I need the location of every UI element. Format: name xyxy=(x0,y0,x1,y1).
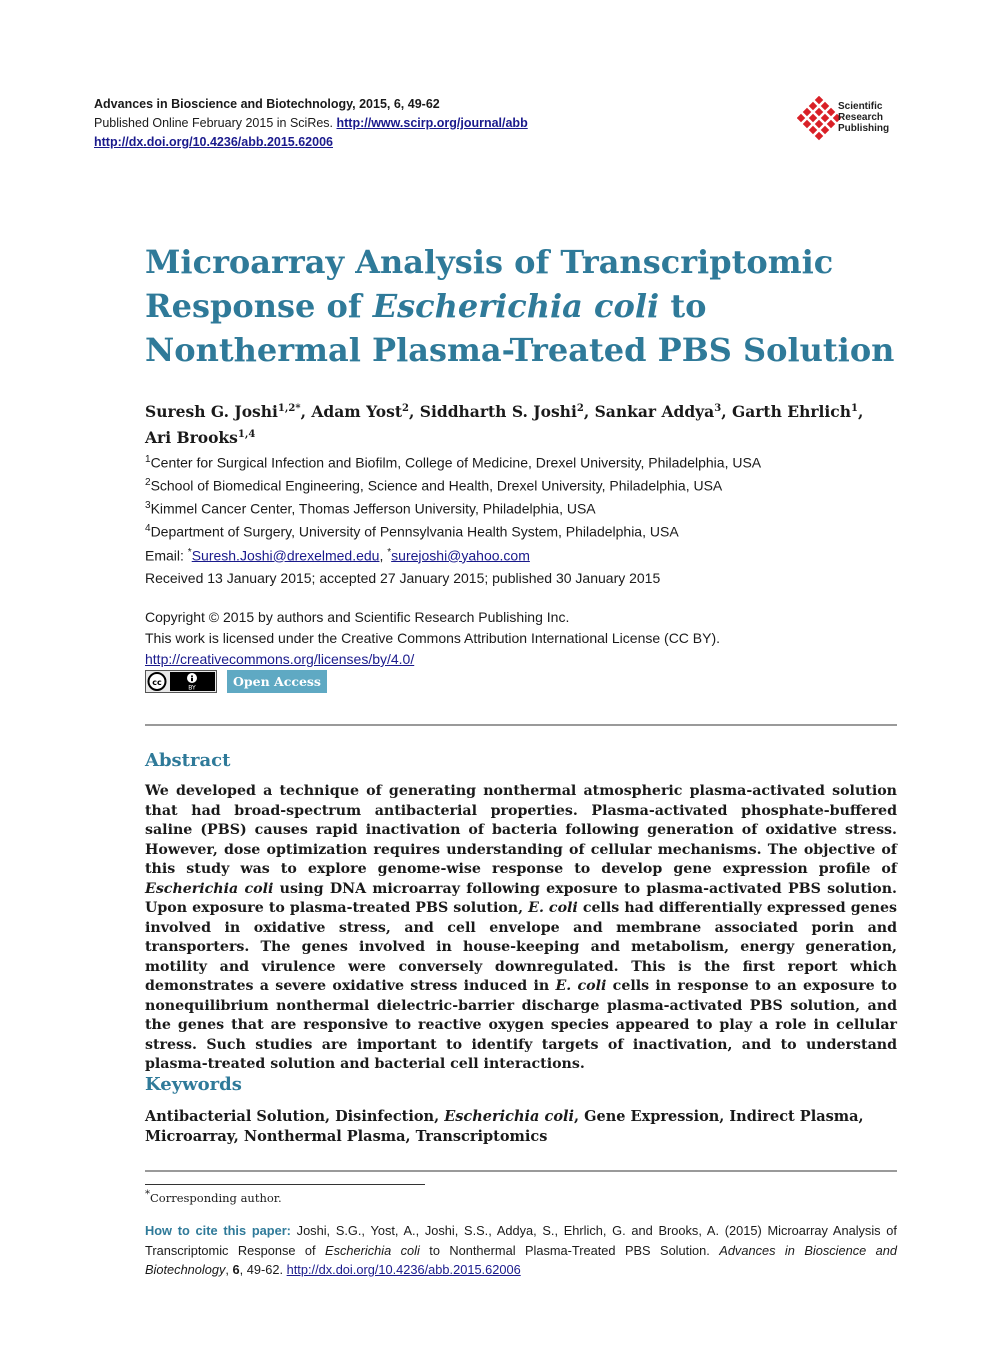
logo-line-2: Research xyxy=(838,112,884,123)
svg-text:cc: cc xyxy=(152,678,162,687)
abstract-text: cells in response to an exposure to nonequilibrium nonthermal dielectric-barrier discharge plasma-activated PBS solution, and the genes that are responsive to reactive oxygen species appeared to play a role in cellular stress. Such studies are important to identify targets of inactivation, and to understand plasma-treated solution and bacterial cell interactions. xyxy=(145,978,898,1072)
logo-dot xyxy=(809,102,817,110)
logo-line-3: Publishing xyxy=(838,123,890,134)
affiliation xyxy=(145,496,761,519)
citation-block xyxy=(145,1221,897,1280)
email-line xyxy=(145,543,761,566)
affiliation-text: Kimmel Cancer Center, Thomas Jefferson University, Philadelphia, USA xyxy=(150,500,596,517)
abstract-text: using DNA microarray following exposure to plasma-activated PBS solution. Upon exposure to plasma-treated PBS solution, xyxy=(145,880,897,916)
author-sep: , xyxy=(857,402,864,422)
author-name: Sankar Addya xyxy=(594,402,715,422)
keywords-heading: Keywords xyxy=(145,1074,242,1095)
author xyxy=(145,402,311,421)
logo-dot xyxy=(821,126,829,134)
cc-by-badge[interactable] xyxy=(145,670,217,693)
affiliation-text: Center for Surgical Infection and Biofilm, College of Medicine, Drexel University, Philadelphia, USA xyxy=(150,454,762,471)
abstract-italic: Escherichia coli xyxy=(145,880,274,897)
logo-line-1: Scientific xyxy=(838,101,883,112)
email-link-1[interactable]: Suresh.Joshi@drexelmed.edu xyxy=(191,547,380,564)
title-part-2: to Nonthermal Plasma-Treated PBS Solution xyxy=(145,287,895,369)
journal-header xyxy=(94,95,528,152)
author-affil-sup: 1,2* xyxy=(277,403,301,414)
paper-title xyxy=(145,240,905,372)
affiliation-number: 1 xyxy=(145,454,151,465)
author xyxy=(595,402,732,421)
author-sep: , xyxy=(583,402,595,422)
license-link[interactable]: http://creativecommons.org/licenses/by/4.0/ xyxy=(145,651,415,667)
author-sep: , xyxy=(408,402,420,422)
abstract-text: cells had differentially expressed genes involved in oxidative stress, and cell envelope and membrane associated porin and transporters. The genes involved in house-keeping and metabolism, energy generation, motility and virulence were conversely downregulated. This is the first report which demonstrates a severe oxidative stress induced in xyxy=(145,900,897,994)
author-name: Garth Ehrlich xyxy=(731,402,851,422)
journal-citation: Advances in Bioscience and Biotechnology, 2015, 6, 49-62 xyxy=(94,97,440,111)
logo-dot xyxy=(803,120,811,128)
email-sup: * xyxy=(187,546,192,558)
logo-dot xyxy=(827,120,835,128)
logo-dot xyxy=(815,108,823,116)
citation-volume: 6 xyxy=(232,1262,240,1277)
affiliation xyxy=(145,519,761,542)
publisher-logo-text xyxy=(838,101,889,134)
logo-dot xyxy=(797,114,805,122)
doi-link[interactable]: http://dx.doi.org/10.4236/abb.2015.62006 xyxy=(94,135,333,149)
author-affil-sup: 3 xyxy=(714,403,722,414)
title-part-1: Microarray Analysis of Transcriptomic Response of xyxy=(145,243,834,325)
author-name: Adam Yost xyxy=(311,402,403,422)
citation-journal: Advances in Bioscience and Biotechnology xyxy=(145,1242,897,1277)
copyright-block xyxy=(145,607,720,670)
cc-icon xyxy=(146,671,216,692)
keywords-italic: Escherichia coli xyxy=(444,1108,575,1125)
author xyxy=(311,402,419,421)
logo-dot xyxy=(815,132,823,140)
footnote-rule xyxy=(145,1184,425,1185)
author-affil-sup: 1 xyxy=(851,403,858,414)
footnote xyxy=(145,1189,282,1205)
publication-dates: Received 13 January 2015; accepted 27 January 2015; published 30 January 2015 xyxy=(145,570,661,586)
email-sep: , xyxy=(379,547,388,564)
author xyxy=(732,402,863,421)
footnote-sup: * xyxy=(145,1189,150,1200)
author-list xyxy=(145,397,905,449)
author-name: Ari Brooks xyxy=(145,428,238,448)
abstract-heading: Abstract xyxy=(145,750,231,771)
license-line: This work is licensed under the Creative Commons Attribution International License (CC BY). xyxy=(145,630,721,646)
section-divider xyxy=(145,1170,897,1172)
author-affil-sup: 2 xyxy=(402,403,409,414)
citation-doi-link[interactable]: http://dx.doi.org/10.4236/abb.2015.62006 xyxy=(286,1262,521,1277)
cc-by-text: BY xyxy=(188,684,196,692)
affiliation-number: 4 xyxy=(145,523,151,535)
citation-text: , xyxy=(225,1262,233,1277)
published-text: Published Online February 2015 in SciRes. xyxy=(94,116,337,130)
author-sep: , xyxy=(721,402,732,422)
keywords-text: Antibacterial Solution, Disinfection, xyxy=(145,1108,445,1125)
affiliation-number: 3 xyxy=(145,500,151,512)
affiliation-list xyxy=(145,450,761,566)
author-name: Siddharth S. Joshi xyxy=(419,402,577,422)
author-sep: , xyxy=(300,402,312,422)
citation-lead: How to cite this paper: xyxy=(145,1223,291,1238)
logo-dot xyxy=(815,120,823,128)
keywords-body xyxy=(145,1107,905,1147)
title-italic: Escherichia coli xyxy=(372,287,660,325)
copyright-line: Copyright © 2015 by authors and Scientific Research Publishing Inc. xyxy=(145,609,570,625)
affiliation-number: 2 xyxy=(145,477,151,489)
logo-dot xyxy=(815,96,823,104)
affiliation xyxy=(145,450,761,473)
section-divider xyxy=(145,724,897,726)
keywords-text: , Gene Expression, Indirect Plasma, Microarray, Nonthermal Plasma, Transcriptomics xyxy=(145,1108,864,1145)
citation-text: to Nonthermal Plasma-Treated PBS Solution. xyxy=(419,1242,720,1258)
open-access-badge[interactable]: Open Access xyxy=(227,670,327,693)
affiliation xyxy=(145,473,761,496)
citation-text: Joshi, S.G., Yost, A., Joshi, S.S., Addya, S., Ehrlich, G. and Brooks, A. (2015) Microarray Analysis of Transcriptomic Response of xyxy=(145,1223,897,1258)
published-line xyxy=(94,114,528,133)
author-affil-sup: 1,4 xyxy=(237,429,256,441)
abstract-text: We developed a technique of generating nonthermal atmospheric plasma-activated solution that had broad-spectrum antibacterial properties. Plasma-activated phosphate-buffered saline (PBS) causes rapid inactivation of bacteria following generation of oxidative stress. However, dose optimization requires understanding of cellular mechanisms. The objective of this study was to explore genome-wise response to develop gene expression profile of xyxy=(145,783,897,877)
email-label: Email: xyxy=(145,547,188,564)
abstract-body xyxy=(145,782,897,1075)
affiliation-text: Department of Surgery, University of Pennsylvania Health System, Philadelphia, USA xyxy=(150,524,679,541)
author-affil-sup: 2 xyxy=(576,403,584,414)
citation-italic: Escherichia coli xyxy=(325,1242,420,1258)
logo-dot xyxy=(809,114,817,122)
email-link-2[interactable]: surejoshi@yahoo.com xyxy=(391,547,530,564)
footnote-text: Corresponding author. xyxy=(150,1190,282,1205)
journal-url-link[interactable]: http://www.scirp.org/journal/abb xyxy=(336,116,528,130)
logo-dot xyxy=(827,108,835,116)
logo-dot xyxy=(809,126,817,134)
logo-dot xyxy=(821,102,829,110)
abstract-italic: E. coli xyxy=(528,900,578,916)
citation-text: , 49-62. xyxy=(239,1262,287,1277)
logo-dot xyxy=(803,108,811,116)
author-name: Suresh G. Joshi xyxy=(145,402,278,422)
affiliation-text: School of Biomedical Engineering, Science and Health, Drexel University, Philadelphia, USA xyxy=(150,477,723,494)
logo-dot xyxy=(821,114,829,122)
author xyxy=(420,402,595,421)
email-sup: * xyxy=(387,546,392,558)
abstract-italic: E. coli xyxy=(555,978,607,994)
author xyxy=(145,428,255,447)
